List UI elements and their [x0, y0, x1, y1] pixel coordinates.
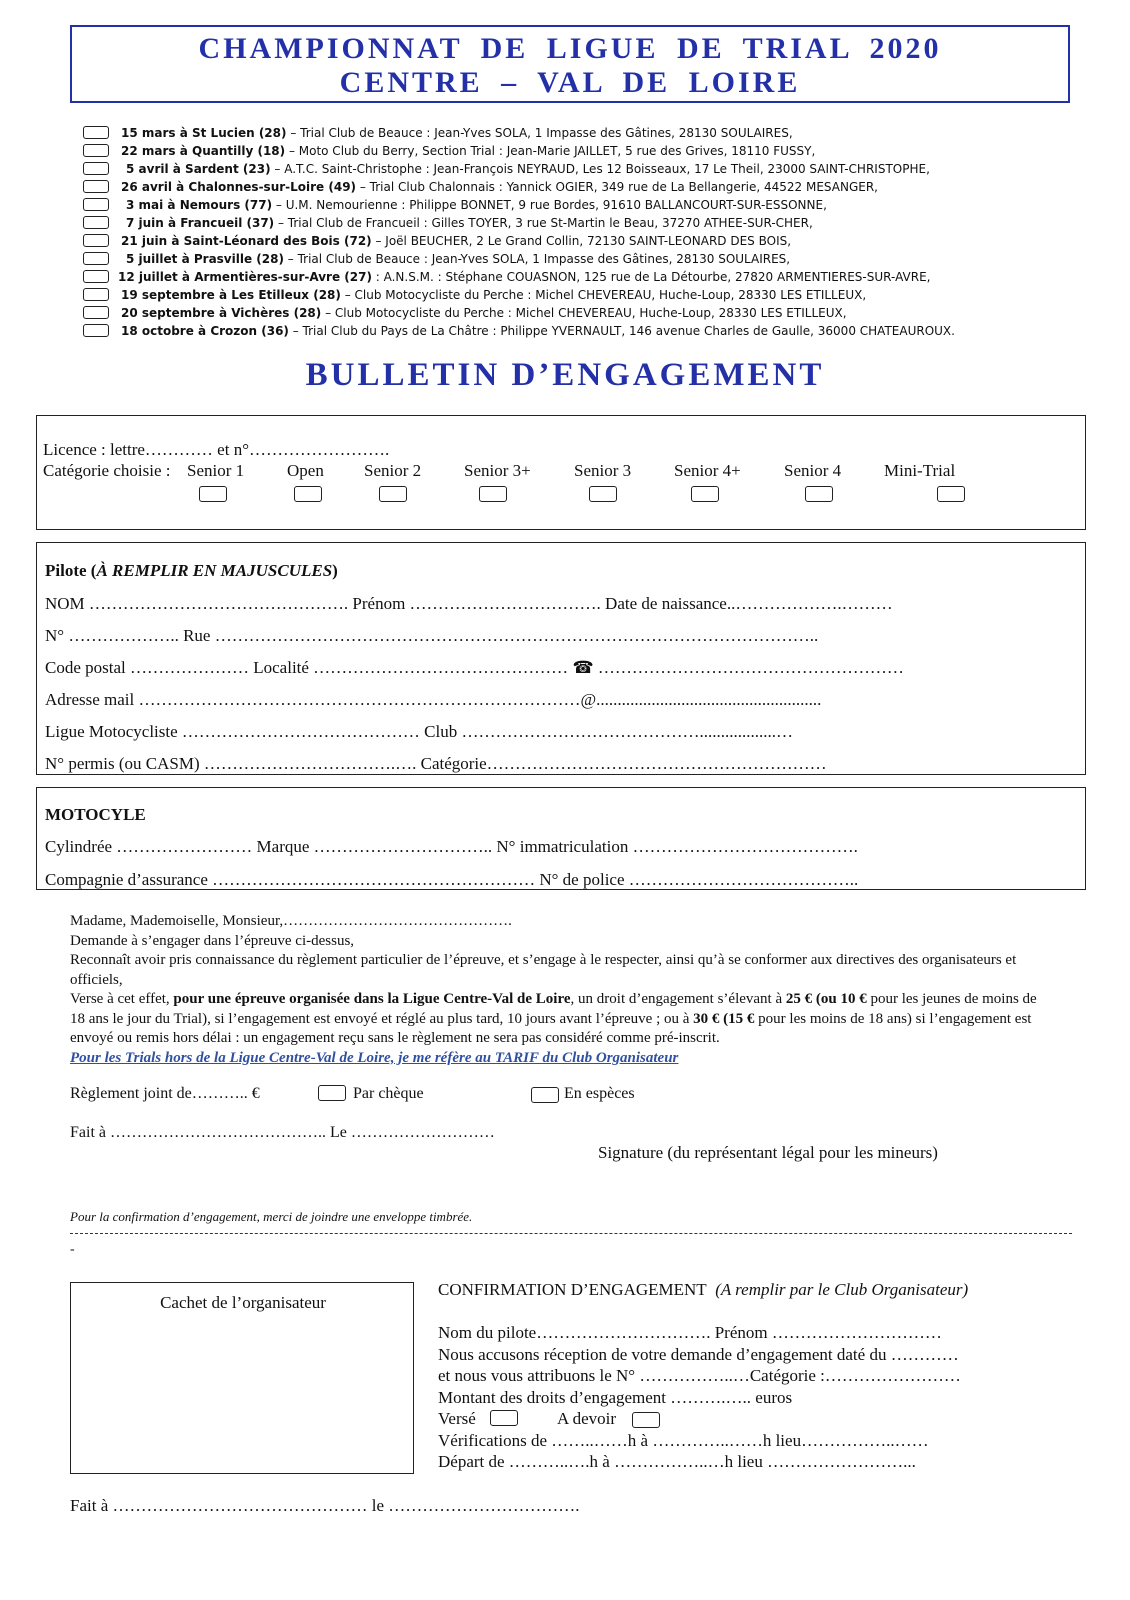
- category-label-senior3: Senior 3: [574, 461, 632, 480]
- event-checkbox[interactable]: [83, 216, 109, 229]
- category-label-minitrial: Mini-Trial: [884, 461, 956, 480]
- especes-label: En espèces: [564, 1085, 635, 1102]
- fait-a-bottom-field[interactable]: Fait à ……………………………………… le …………………………….: [70, 1496, 580, 1515]
- a-devoir-checkbox[interactable]: [632, 1412, 660, 1428]
- verse-checkbox[interactable]: [490, 1410, 518, 1426]
- event-checkbox[interactable]: [83, 306, 109, 319]
- category-label-open: Open: [287, 461, 324, 480]
- event-row: 15 mars à St Lucien (28) – Trial Club de Beauce : Jean-Yves SOLA, 1 Impasse des Gâtines, 28130 SOULAIRES,: [83, 124, 1083, 142]
- signature-label: Signature (du représentant légal pour les mineurs): [598, 1143, 938, 1162]
- bulletin-title: BULLETIN D’ENGAGEMENT: [305, 357, 825, 393]
- header-title-line1: CHAMPIONNAT DE LIGUE DE TRIAL 2020: [198, 32, 942, 65]
- event-checkbox[interactable]: [83, 162, 109, 175]
- licence-section: [36, 415, 1086, 530]
- event-row: 26 avril à Chalonnes-sur-Loire (49) – Trial Club Chalonnais : Yannick OGIER, 349 rue de La Bellangerie, 44522 MESANGER,: [83, 178, 1083, 196]
- event-row: 20 septembre à Vichères (28) – Club Motocycliste du Perche : Michel CHEVEREAU, Huche-Loup, 28330 LES ETILLEUX,: [83, 304, 1083, 322]
- cachet-label: Cachet de l’organisateur: [160, 1293, 326, 1312]
- category-label-senior4: Senior 4: [784, 461, 842, 480]
- event-row: 7 juin à Francueil (37) – Trial Club de Francueil : Gilles TOYER, 3 rue St-Martin le Beau, 37270 ATHEE-SUR-CHER,: [83, 214, 1083, 232]
- event-row: 3 mai à Nemours (77) – U.M. Nemourienne : Philippe BONNET, 9 rue Bordes, 91610 BALLANCOURT-SUR-ESSONNE,: [83, 196, 1083, 214]
- event-checkbox[interactable]: [83, 252, 109, 265]
- event-row: 12 juillet à Armentières-sur-Avre (27) : A.N.S.M. : Stéphane COUASNON, 125 rue de La Détourbe, 27820 ARMENTIERES-SUR-AVRE,: [83, 268, 1083, 286]
- event-row: 18 octobre à Crozon (36) – Trial Club du Pays de La Châtre : Philippe YVERNAULT, 146 avenue Charles de Gaulle, 36000 CHATEAUROUX.: [83, 322, 1083, 340]
- event-checkbox[interactable]: [83, 324, 109, 337]
- category-checkbox-minitrial[interactable]: [937, 486, 965, 502]
- event-checkbox[interactable]: [83, 198, 109, 211]
- cut-line: [70, 1233, 1072, 1234]
- tarif-link[interactable]: Pour les Trials hors de la Ligue Centre-Val de Loire, je me réfère au TARIF du Club Organisateur: [70, 1049, 679, 1066]
- depart-field[interactable]: Départ de ………..….h à ……………..…h lieu ……………………...: [438, 1452, 916, 1471]
- confirmation-attribution-field[interactable]: et nous vous attribuons le N° ……………..…Catégorie :……………………: [438, 1366, 961, 1385]
- header-title-line2: CENTRE – VAL DE LOIRE: [339, 66, 801, 99]
- pilote-permis-field[interactable]: N° permis (ou CASM) …………………………….…. Catégorie……………………………………………………: [45, 754, 827, 773]
- event-checkbox[interactable]: [83, 270, 109, 283]
- pilote-nom-field[interactable]: NOM ………………………………………. Prénom ……………………………. Date de naissance..……………….………: [45, 594, 893, 613]
- enveloppe-note: Pour la confirmation d’engagement, merci de joindre une enveloppe timbrée.: [70, 1209, 473, 1224]
- cachet-box: [70, 1282, 414, 1474]
- event-row: 19 septembre à Les Etilleux (28) – Club Motocycliste du Perche : Michel CHEVEREAU, Huche-Loup, 28330 LES ETILLEUX,: [83, 286, 1083, 304]
- reglement-amount[interactable]: Règlement joint de……….. €: [70, 1085, 260, 1102]
- category-checkbox-open[interactable]: [294, 486, 322, 502]
- category-checkbox-senior4[interactable]: [805, 486, 833, 502]
- event-checkbox[interactable]: [83, 180, 109, 193]
- category-label: Catégorie choisie :: [43, 461, 171, 480]
- phone-icon: ☎: [572, 658, 594, 677]
- moto-heading: MOTOCYLE: [45, 805, 146, 824]
- a-devoir-label: A devoir: [557, 1409, 617, 1428]
- category-label-senior1: Senior 1: [187, 461, 245, 480]
- pilote-heading: Pilote (À REMPLIR EN MAJUSCULES): [45, 561, 338, 580]
- event-row: 22 mars à Quantilly (18) – Moto Club du Berry, Section Trial : Jean-Marie JAILLET, 5 rue des Grives, 18110 FUSSY,: [83, 142, 1083, 160]
- moto-cylindree-field[interactable]: Cylindrée …………………… Marque ………………………….. N° immatriculation ………………………………….: [45, 837, 858, 856]
- confirmation-title: CONFIRMATION D’ENGAGEMENT (A remplir par le Club Organisateur): [438, 1280, 969, 1299]
- event-checkbox[interactable]: [83, 288, 109, 301]
- licence-field[interactable]: Licence : lettre………… et n°…………………….: [43, 440, 390, 459]
- engagement-text: Madame, Mademoiselle, Monsieur,………………………………………. Demande à s’engager dans l’épreuve ci-dessus, Reconnaît avoir pris connaissance du règlement particulier de l’épreuve, et s’engage à le respecter, ainsi qu’à se conformer aux directives des organisateurs et officiels, Verse à cet effet, pour une épreuve organisée dans la Ligue Centre-Val de Loire, un droit d’engagement s’élevant à 25 € (ou 10 € pour les jeunes de moins de 18 ans le jour du Trial), si l’engagement est envoyé et réglé au plus tard, 10 jours avant l’épreuve ; ou à 30 € (15 € pour les moins de 18 ans) si l’engagement est envoyé ou remis hors délai : un engagement reçu sans le règlement ne sera pas considéré comme pré-inscrit. Pour les Trials hors de la Ligue Centre-Val de Loire, je me réfère au TARIF du Club Organisateur: [70, 913, 1037, 1066]
- category-checkbox-senior3[interactable]: [589, 486, 617, 502]
- category-checkbox-senior4plus[interactable]: [691, 486, 719, 502]
- category-checkbox-senior2[interactable]: [379, 486, 407, 502]
- pilote-section: [36, 542, 1086, 775]
- category-label-senior2: Senior 2: [364, 461, 422, 480]
- moto-assurance-field[interactable]: Compagnie d’assurance ………………………………………………… N° de police …………………………………..: [45, 870, 859, 889]
- header-box: [70, 25, 1070, 103]
- event-checkbox[interactable]: [83, 234, 109, 247]
- confirmation-nom-field[interactable]: Nom du pilote…………………………. Prénom …………………………: [438, 1323, 942, 1342]
- cut-line-end: -: [70, 1242, 75, 1257]
- confirmation-montant-field[interactable]: Montant des droits d’engagement ……….….. euros: [438, 1388, 793, 1407]
- event-row: 21 juin à Saint-Léonard des Bois (72) – Joël BEUCHER, 2 Le Grand Collin, 72130 SAINT-LEONARD DES BOIS,: [83, 232, 1083, 250]
- category-checkbox-senior1[interactable]: [199, 486, 227, 502]
- moto-section: [36, 787, 1086, 890]
- event-row: 5 juillet à Prasville (28) – Trial Club de Beauce : Jean-Yves SOLA, 1 Impasse des Gâtines, 28130 SOULAIRES,: [83, 250, 1083, 268]
- pilote-ligue-field[interactable]: Ligue Motocycliste …………………………………… Club ……………………………………..................…: [45, 722, 793, 741]
- confirmation-accuse-field[interactable]: Nous accusons réception de votre demande d’engagement daté du …………: [438, 1345, 959, 1364]
- event-checkbox[interactable]: [83, 144, 109, 157]
- pilote-adresse-field[interactable]: N° ……………….. Rue ……………………………………………………………………………………………..: [45, 626, 819, 645]
- cheque-label: Par chèque: [353, 1085, 424, 1102]
- cheque-checkbox[interactable]: [318, 1085, 346, 1101]
- category-checkbox-senior3plus[interactable]: [479, 486, 507, 502]
- pilote-email-field[interactable]: Adresse mail ……………………………………………………………………@.....................................................: [45, 690, 822, 709]
- verifications-field[interactable]: Vérifications de ……..……h à …………..……h lieu……………..……: [438, 1431, 929, 1450]
- event-checkbox[interactable]: [83, 126, 109, 139]
- verse-label: Versé: [438, 1409, 476, 1428]
- category-label-senior3plus: Senior 3+: [464, 461, 531, 480]
- event-row: 5 avril à Sardent (23) – A.T.C. Saint-Christophe : Jean-François NEYRAUD, Les 12 Boisseaux, 17 Le Theil, 23000 SAINT-CHRISTOPHE,: [83, 160, 1083, 178]
- category-label-senior4plus: Senior 4+: [674, 461, 741, 480]
- fait-a-field[interactable]: Fait à ………………………………….. Le ………………………: [70, 1124, 495, 1141]
- pilote-localite-field[interactable]: Code postal ………………… Localité ……………………………………… ☎ ………………………………………………: [45, 658, 904, 677]
- especes-checkbox[interactable]: [531, 1087, 559, 1103]
